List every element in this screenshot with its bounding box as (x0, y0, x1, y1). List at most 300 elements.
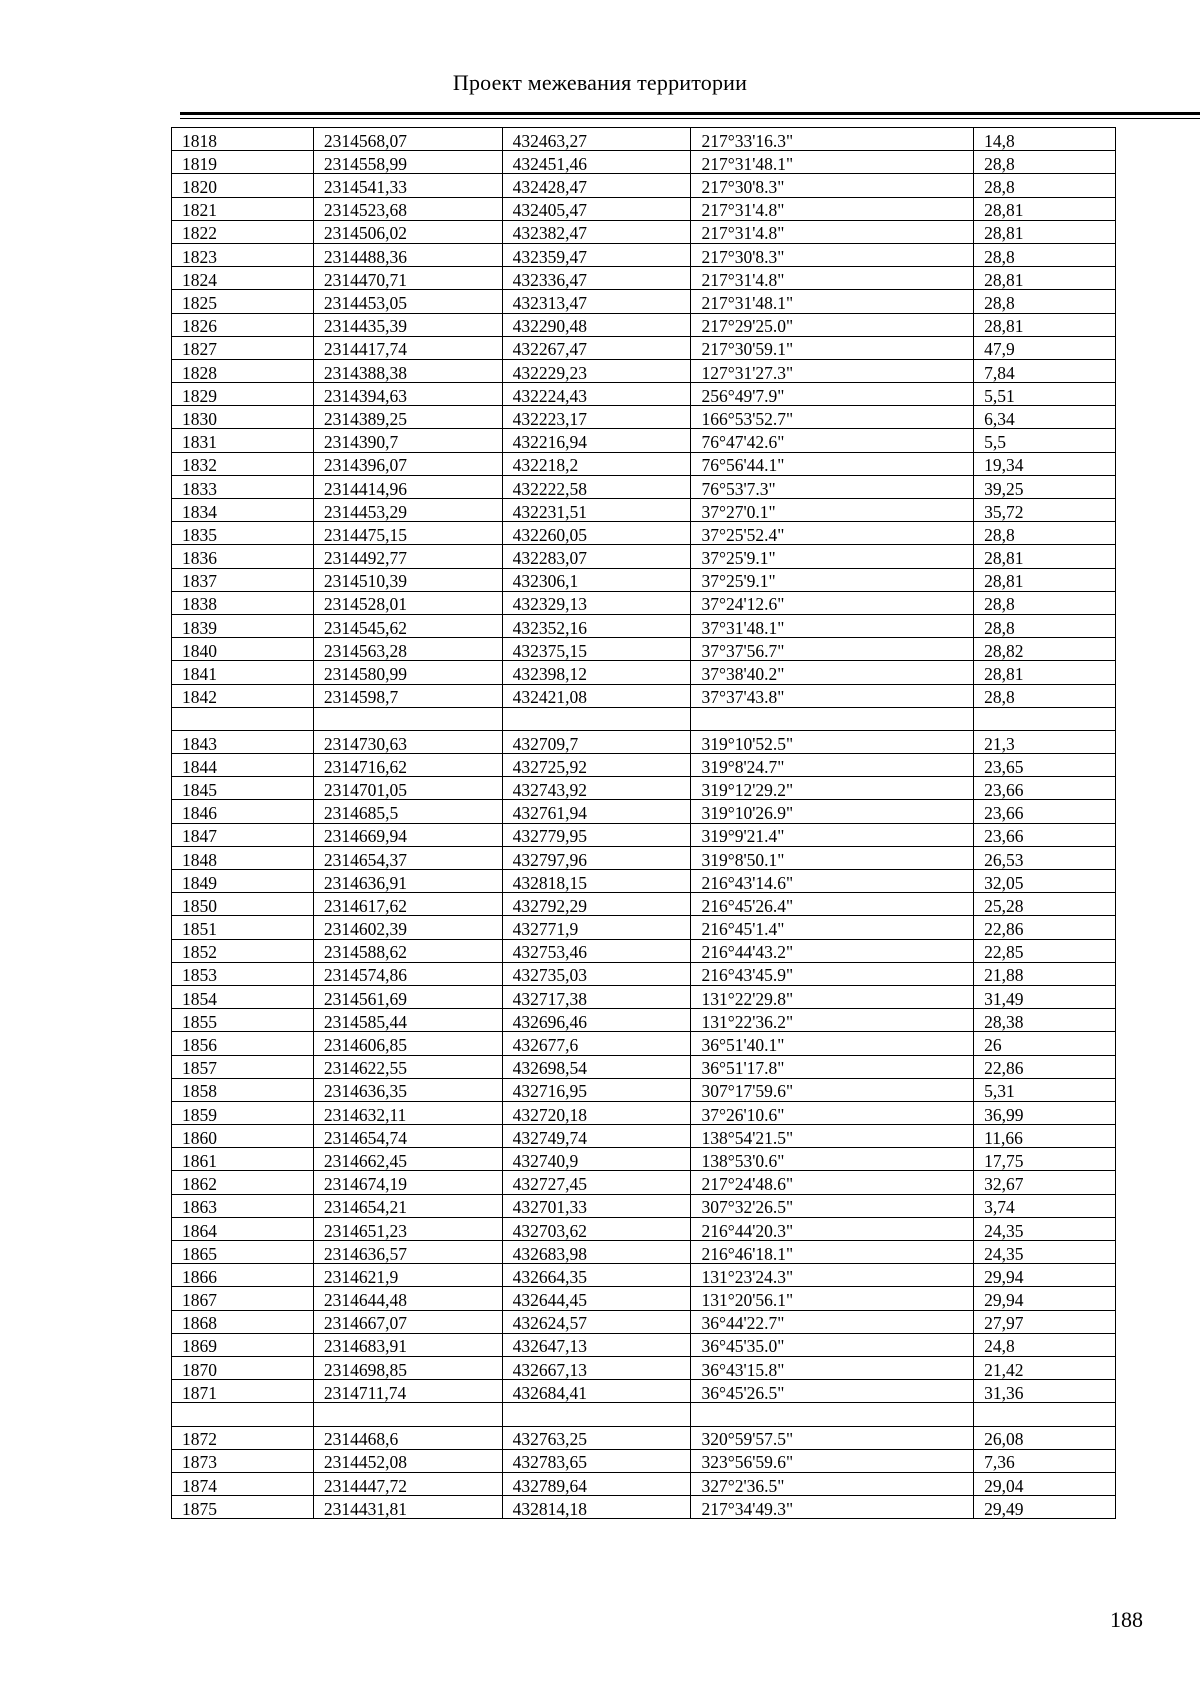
x-coordinate-cell: 2314580,99 (313, 661, 502, 684)
x-coordinate-cell: 2314632,11 (313, 1101, 502, 1124)
y-coordinate-cell: 432727,45 (502, 1171, 691, 1194)
x-coordinate-cell: 2314389,25 (313, 406, 502, 429)
x-coordinate-cell: 2314622,55 (313, 1055, 502, 1078)
table-row (172, 429, 1116, 452)
table-row (172, 128, 1116, 151)
point-number-cell: 1875 (172, 1496, 314, 1519)
point-number-cell: 1857 (172, 1055, 314, 1078)
distance-cell: 5,51 (974, 383, 1116, 406)
point-number-cell: 1840 (172, 638, 314, 661)
x-coordinate-cell: 2314667,07 (313, 1310, 502, 1333)
table-row (172, 1078, 1116, 1101)
distance-cell: 5,5 (974, 429, 1116, 452)
y-coordinate-cell: 432763,25 (502, 1426, 691, 1449)
table-row (172, 313, 1116, 336)
table-row (172, 1148, 1116, 1171)
x-coordinate-cell: 2314644,48 (313, 1287, 502, 1310)
y-coordinate-cell: 432753,46 (502, 939, 691, 962)
distance-cell: 31,49 (974, 985, 1116, 1008)
direction-angle-cell (691, 707, 974, 730)
point-number-cell: 1852 (172, 939, 314, 962)
point-number-cell: 1864 (172, 1217, 314, 1240)
y-coordinate-cell: 432684,41 (502, 1380, 691, 1403)
point-number-cell: 1822 (172, 220, 314, 243)
direction-angle-cell: 37°25'9.1" (691, 568, 974, 591)
direction-angle-cell: 217°30'59.1" (691, 336, 974, 359)
table-row (172, 1356, 1116, 1379)
x-coordinate-cell: 2314585,44 (313, 1009, 502, 1032)
y-coordinate-cell: 432224,43 (502, 383, 691, 406)
direction-angle-cell: 217°31'4.8" (691, 197, 974, 220)
y-coordinate-cell (502, 1403, 691, 1426)
table-row (172, 499, 1116, 522)
direction-angle-cell: 217°31'48.1" (691, 151, 974, 174)
point-number-cell: 1828 (172, 359, 314, 382)
direction-angle-cell: 319°12'29.2" (691, 777, 974, 800)
point-number-cell: 1842 (172, 684, 314, 707)
point-number-cell: 1818 (172, 128, 314, 151)
distance-cell: 28,8 (974, 614, 1116, 637)
distance-cell: 28,8 (974, 522, 1116, 545)
table-row (172, 406, 1116, 429)
table-row (172, 730, 1116, 753)
y-coordinate-cell: 432818,15 (502, 870, 691, 893)
direction-angle-cell: 131°22'29.8" (691, 985, 974, 1008)
y-coordinate-cell: 432229,23 (502, 359, 691, 382)
x-coordinate-cell: 2314636,57 (313, 1241, 502, 1264)
point-number-cell: 1845 (172, 777, 314, 800)
x-coordinate-cell: 2314561,69 (313, 985, 502, 1008)
table-row (172, 243, 1116, 266)
point-number-cell: 1850 (172, 893, 314, 916)
table-row (172, 290, 1116, 313)
point-number-cell: 1856 (172, 1032, 314, 1055)
distance-cell: 21,88 (974, 962, 1116, 985)
table-row (172, 870, 1116, 893)
table-row (172, 823, 1116, 846)
distance-cell (974, 1403, 1116, 1426)
direction-angle-cell: 319°8'50.1" (691, 846, 974, 869)
direction-angle-cell: 216°44'43.2" (691, 939, 974, 962)
table-row (172, 800, 1116, 823)
y-coordinate-cell: 432359,47 (502, 243, 691, 266)
point-number-cell: 1846 (172, 800, 314, 823)
direction-angle-cell: 217°33'16.3" (691, 128, 974, 151)
direction-angle-cell: 127°31'27.3" (691, 359, 974, 382)
direction-angle-cell: 217°31'4.8" (691, 267, 974, 290)
x-coordinate-cell: 2314390,7 (313, 429, 502, 452)
y-coordinate-cell: 432709,7 (502, 730, 691, 753)
distance-cell: 27,97 (974, 1310, 1116, 1333)
direction-angle-cell: 36°45'35.0" (691, 1333, 974, 1356)
direction-angle-cell: 138°53'0.6" (691, 1148, 974, 1171)
y-coordinate-cell: 432313,47 (502, 290, 691, 313)
x-coordinate-cell: 2314558,99 (313, 151, 502, 174)
x-coordinate-cell: 2314711,74 (313, 1380, 502, 1403)
y-coordinate-cell: 432306,1 (502, 568, 691, 591)
direction-angle-cell: 138°54'21.5" (691, 1125, 974, 1148)
point-number-cell: 1849 (172, 870, 314, 893)
direction-angle-cell: 217°29'25.0" (691, 313, 974, 336)
x-coordinate-cell: 2314470,71 (313, 267, 502, 290)
distance-cell: 23,66 (974, 800, 1116, 823)
point-number-cell: 1847 (172, 823, 314, 846)
x-coordinate-cell: 2314674,19 (313, 1171, 502, 1194)
direction-angle-cell: 36°51'17.8" (691, 1055, 974, 1078)
table-row (172, 893, 1116, 916)
y-coordinate-cell: 432725,92 (502, 754, 691, 777)
y-coordinate-cell: 432382,47 (502, 220, 691, 243)
point-number-cell: 1848 (172, 846, 314, 869)
y-coordinate-cell: 432624,57 (502, 1310, 691, 1333)
distance-cell: 28,8 (974, 151, 1116, 174)
distance-cell: 7,84 (974, 359, 1116, 382)
point-number-cell: 1855 (172, 1009, 314, 1032)
direction-angle-cell: 217°24'48.6" (691, 1171, 974, 1194)
y-coordinate-cell: 432647,13 (502, 1333, 691, 1356)
y-coordinate-cell: 432463,27 (502, 128, 691, 151)
direction-angle-cell: 166°53'52.7" (691, 406, 974, 429)
table-row (172, 174, 1116, 197)
distance-cell: 11,66 (974, 1125, 1116, 1148)
point-number-cell: 1844 (172, 754, 314, 777)
x-coordinate-cell: 2314651,23 (313, 1217, 502, 1240)
x-coordinate-cell: 2314414,96 (313, 475, 502, 498)
distance-cell: 23,66 (974, 777, 1116, 800)
y-coordinate-cell: 432717,38 (502, 985, 691, 1008)
distance-cell: 28,82 (974, 638, 1116, 661)
distance-cell: 26,08 (974, 1426, 1116, 1449)
x-coordinate-cell: 2314617,62 (313, 893, 502, 916)
y-coordinate-cell: 432814,18 (502, 1496, 691, 1519)
distance-cell: 29,94 (974, 1287, 1116, 1310)
point-number-cell: 1862 (172, 1171, 314, 1194)
x-coordinate-cell: 2314492,77 (313, 545, 502, 568)
distance-cell: 25,28 (974, 893, 1116, 916)
page-header-title: Проект межевания территории (452, 70, 748, 95)
x-coordinate-cell: 2314388,38 (313, 359, 502, 382)
y-coordinate-cell: 432336,47 (502, 267, 691, 290)
table-row (172, 1403, 1116, 1426)
x-coordinate-cell: 2314528,01 (313, 591, 502, 614)
distance-cell: 28,8 (974, 243, 1116, 266)
y-coordinate-cell: 432283,07 (502, 545, 691, 568)
x-coordinate-cell: 2314730,63 (313, 730, 502, 753)
direction-angle-cell: 131°23'24.3" (691, 1264, 974, 1287)
x-coordinate-cell: 2314510,39 (313, 568, 502, 591)
point-number-cell: 1821 (172, 197, 314, 220)
point-number-cell: 1863 (172, 1194, 314, 1217)
direction-angle-cell: 216°46'18.1" (691, 1241, 974, 1264)
direction-angle-cell: 36°45'26.5" (691, 1380, 974, 1403)
direction-angle-cell: 327°2'36.5" (691, 1472, 974, 1495)
point-number-cell: 1830 (172, 406, 314, 429)
x-coordinate-cell: 2314453,29 (313, 499, 502, 522)
point-number-cell: 1866 (172, 1264, 314, 1287)
distance-cell: 28,81 (974, 220, 1116, 243)
direction-angle-cell: 131°20'56.1" (691, 1287, 974, 1310)
point-number-cell: 1853 (172, 962, 314, 985)
point-number-cell: 1872 (172, 1426, 314, 1449)
distance-cell: 28,8 (974, 684, 1116, 707)
table-row (172, 267, 1116, 290)
table-row (172, 1241, 1116, 1264)
y-coordinate-cell: 432735,03 (502, 962, 691, 985)
x-coordinate-cell: 2314452,08 (313, 1449, 502, 1472)
x-coordinate-cell: 2314568,07 (313, 128, 502, 151)
table-row (172, 1496, 1116, 1519)
distance-cell: 29,49 (974, 1496, 1116, 1519)
distance-cell: 22,86 (974, 1055, 1116, 1078)
table-row (172, 1032, 1116, 1055)
direction-angle-cell: 76°47'42.6" (691, 429, 974, 452)
table-row (172, 220, 1116, 243)
direction-angle-cell (691, 1403, 974, 1426)
distance-cell: 23,65 (974, 754, 1116, 777)
table-row (172, 985, 1116, 1008)
x-coordinate-cell: 2314453,05 (313, 290, 502, 313)
point-number-cell: 1859 (172, 1101, 314, 1124)
distance-cell: 36,99 (974, 1101, 1116, 1124)
x-coordinate-cell: 2314598,7 (313, 684, 502, 707)
distance-cell: 7,36 (974, 1449, 1116, 1472)
point-number-cell: 1869 (172, 1333, 314, 1356)
x-coordinate-cell: 2314506,02 (313, 220, 502, 243)
table-row (172, 1380, 1116, 1403)
distance-cell: 28,8 (974, 591, 1116, 614)
x-coordinate-cell: 2314654,21 (313, 1194, 502, 1217)
table-row (172, 1171, 1116, 1194)
y-coordinate-cell: 432797,96 (502, 846, 691, 869)
y-coordinate-cell: 432740,9 (502, 1148, 691, 1171)
distance-cell: 39,25 (974, 475, 1116, 498)
table-row (172, 475, 1116, 498)
direction-angle-cell: 37°27'0.1" (691, 499, 974, 522)
y-coordinate-cell: 432405,47 (502, 197, 691, 220)
y-coordinate-cell: 432428,47 (502, 174, 691, 197)
direction-angle-cell: 36°44'22.7" (691, 1310, 974, 1333)
table-row (172, 707, 1116, 730)
direction-angle-cell: 37°24'12.6" (691, 591, 974, 614)
table-row (172, 1310, 1116, 1333)
direction-angle-cell: 217°31'48.1" (691, 290, 974, 313)
x-coordinate-cell: 2314447,72 (313, 1472, 502, 1495)
table-row (172, 614, 1116, 637)
distance-cell: 31,36 (974, 1380, 1116, 1403)
direction-angle-cell: 36°51'40.1" (691, 1032, 974, 1055)
table-row (172, 452, 1116, 475)
distance-cell: 29,04 (974, 1472, 1116, 1495)
y-coordinate-cell: 432720,18 (502, 1101, 691, 1124)
x-coordinate-cell: 2314541,33 (313, 174, 502, 197)
point-number-cell: 1839 (172, 614, 314, 637)
y-coordinate-cell: 432329,13 (502, 591, 691, 614)
distance-cell (974, 707, 1116, 730)
distance-cell: 24,8 (974, 1333, 1116, 1356)
x-coordinate-cell: 2314394,63 (313, 383, 502, 406)
direction-angle-cell: 37°31'48.1" (691, 614, 974, 637)
distance-cell: 28,81 (974, 267, 1116, 290)
distance-cell: 5,31 (974, 1078, 1116, 1101)
x-coordinate-cell: 2314488,36 (313, 243, 502, 266)
x-coordinate-cell: 2314602,39 (313, 916, 502, 939)
distance-cell: 29,94 (974, 1264, 1116, 1287)
table-row (172, 777, 1116, 800)
point-number-cell: 1843 (172, 730, 314, 753)
distance-cell: 24,35 (974, 1217, 1116, 1240)
x-coordinate-cell: 2314654,37 (313, 846, 502, 869)
y-coordinate-cell: 432698,54 (502, 1055, 691, 1078)
point-number-cell: 1836 (172, 545, 314, 568)
table-row (172, 846, 1116, 869)
y-coordinate-cell: 432222,58 (502, 475, 691, 498)
x-coordinate-cell (313, 707, 502, 730)
y-coordinate-cell: 432667,13 (502, 1356, 691, 1379)
direction-angle-cell: 319°10'52.5" (691, 730, 974, 753)
distance-cell: 28,8 (974, 290, 1116, 313)
table-row (172, 1426, 1116, 1449)
y-coordinate-cell: 432267,47 (502, 336, 691, 359)
distance-cell: 22,86 (974, 916, 1116, 939)
x-coordinate-cell: 2314396,07 (313, 452, 502, 475)
table-row (172, 1333, 1116, 1356)
point-number-cell: 1837 (172, 568, 314, 591)
distance-cell: 28,38 (974, 1009, 1116, 1032)
point-number-cell: 1829 (172, 383, 314, 406)
direction-angle-cell: 217°34'49.3" (691, 1496, 974, 1519)
page-number: 188 (1110, 1607, 1143, 1632)
point-number-cell: 1871 (172, 1380, 314, 1403)
direction-angle-cell: 216°45'26.4" (691, 893, 974, 916)
direction-angle-cell: 307°32'26.5" (691, 1194, 974, 1217)
table-row (172, 383, 1116, 406)
table-row (172, 661, 1116, 684)
direction-angle-cell: 216°43'14.6" (691, 870, 974, 893)
distance-cell: 32,67 (974, 1171, 1116, 1194)
distance-cell: 28,81 (974, 568, 1116, 591)
x-coordinate-cell (313, 1403, 502, 1426)
x-coordinate-cell: 2314636,91 (313, 870, 502, 893)
x-coordinate-cell: 2314417,74 (313, 336, 502, 359)
distance-cell: 22,85 (974, 939, 1116, 962)
y-coordinate-cell: 432664,35 (502, 1264, 691, 1287)
distance-cell: 32,05 (974, 870, 1116, 893)
table-row (172, 1194, 1116, 1217)
table-row (172, 359, 1116, 382)
point-number-cell: 1838 (172, 591, 314, 614)
table-row (172, 684, 1116, 707)
header-rule-thick (180, 112, 1200, 115)
distance-cell: 3,74 (974, 1194, 1116, 1217)
direction-angle-cell: 37°37'56.7" (691, 638, 974, 661)
direction-angle-cell: 323°56'59.6" (691, 1449, 974, 1472)
point-number-cell: 1827 (172, 336, 314, 359)
direction-angle-cell: 320°59'57.5" (691, 1426, 974, 1449)
direction-angle-cell: 76°53'7.3" (691, 475, 974, 498)
direction-angle-cell: 217°31'4.8" (691, 220, 974, 243)
direction-angle-cell: 37°25'52.4" (691, 522, 974, 545)
y-coordinate-cell: 432216,94 (502, 429, 691, 452)
point-number-cell: 1861 (172, 1148, 314, 1171)
distance-cell: 6,34 (974, 406, 1116, 429)
direction-angle-cell: 307°17'59.6" (691, 1078, 974, 1101)
distance-cell: 26,53 (974, 846, 1116, 869)
x-coordinate-cell: 2314431,81 (313, 1496, 502, 1519)
x-coordinate-cell: 2314574,86 (313, 962, 502, 985)
table-row (172, 1264, 1116, 1287)
table-row (172, 916, 1116, 939)
point-number-cell: 1833 (172, 475, 314, 498)
table-row (172, 591, 1116, 614)
y-coordinate-cell: 432792,29 (502, 893, 691, 916)
table-row (172, 1125, 1116, 1148)
direction-angle-cell: 319°8'24.7" (691, 754, 974, 777)
table-row (172, 1101, 1116, 1124)
direction-angle-cell: 319°10'26.9" (691, 800, 974, 823)
distance-cell: 28,81 (974, 313, 1116, 336)
distance-cell: 19,34 (974, 452, 1116, 475)
header-rule-thin (180, 118, 1200, 119)
point-number-cell: 1841 (172, 661, 314, 684)
y-coordinate-cell: 432783,65 (502, 1449, 691, 1472)
table-row (172, 1217, 1116, 1240)
point-number-cell: 1832 (172, 452, 314, 475)
direction-angle-cell: 37°38'40.2" (691, 661, 974, 684)
distance-cell: 28,81 (974, 661, 1116, 684)
distance-cell: 26 (974, 1032, 1116, 1055)
x-coordinate-cell: 2314636,35 (313, 1078, 502, 1101)
y-coordinate-cell: 432218,2 (502, 452, 691, 475)
x-coordinate-cell: 2314606,85 (313, 1032, 502, 1055)
direction-angle-cell: 217°30'8.3" (691, 243, 974, 266)
distance-cell: 28,81 (974, 197, 1116, 220)
x-coordinate-cell: 2314698,85 (313, 1356, 502, 1379)
point-number-cell: 1819 (172, 151, 314, 174)
y-coordinate-cell: 432716,95 (502, 1078, 691, 1101)
point-number-cell: 1867 (172, 1287, 314, 1310)
direction-angle-cell: 131°22'36.2" (691, 1009, 974, 1032)
y-coordinate-cell: 432677,6 (502, 1032, 691, 1055)
y-coordinate-cell: 432375,15 (502, 638, 691, 661)
distance-cell: 23,66 (974, 823, 1116, 846)
y-coordinate-cell: 432696,46 (502, 1009, 691, 1032)
x-coordinate-cell: 2314523,68 (313, 197, 502, 220)
table-row (172, 962, 1116, 985)
table-row (172, 1449, 1116, 1472)
distance-cell: 21,42 (974, 1356, 1116, 1379)
x-coordinate-cell: 2314545,62 (313, 614, 502, 637)
y-coordinate-cell: 432451,46 (502, 151, 691, 174)
point-number-cell: 1870 (172, 1356, 314, 1379)
y-coordinate-cell: 432749,74 (502, 1125, 691, 1148)
direction-angle-cell: 37°26'10.6" (691, 1101, 974, 1124)
direction-angle-cell: 216°43'45.9" (691, 962, 974, 985)
coordinates-table (171, 127, 1116, 1519)
table-row (172, 1009, 1116, 1032)
distance-cell: 21,3 (974, 730, 1116, 753)
x-coordinate-cell: 2314468,6 (313, 1426, 502, 1449)
coordinates-table-body (172, 128, 1116, 1519)
x-coordinate-cell: 2314683,91 (313, 1333, 502, 1356)
y-coordinate-cell: 432761,94 (502, 800, 691, 823)
table-row (172, 151, 1116, 174)
point-number-cell: 1851 (172, 916, 314, 939)
table-row (172, 1472, 1116, 1495)
point-number-cell: 1854 (172, 985, 314, 1008)
distance-cell: 17,75 (974, 1148, 1116, 1171)
y-coordinate-cell: 432223,17 (502, 406, 691, 429)
point-number-cell: 1858 (172, 1078, 314, 1101)
